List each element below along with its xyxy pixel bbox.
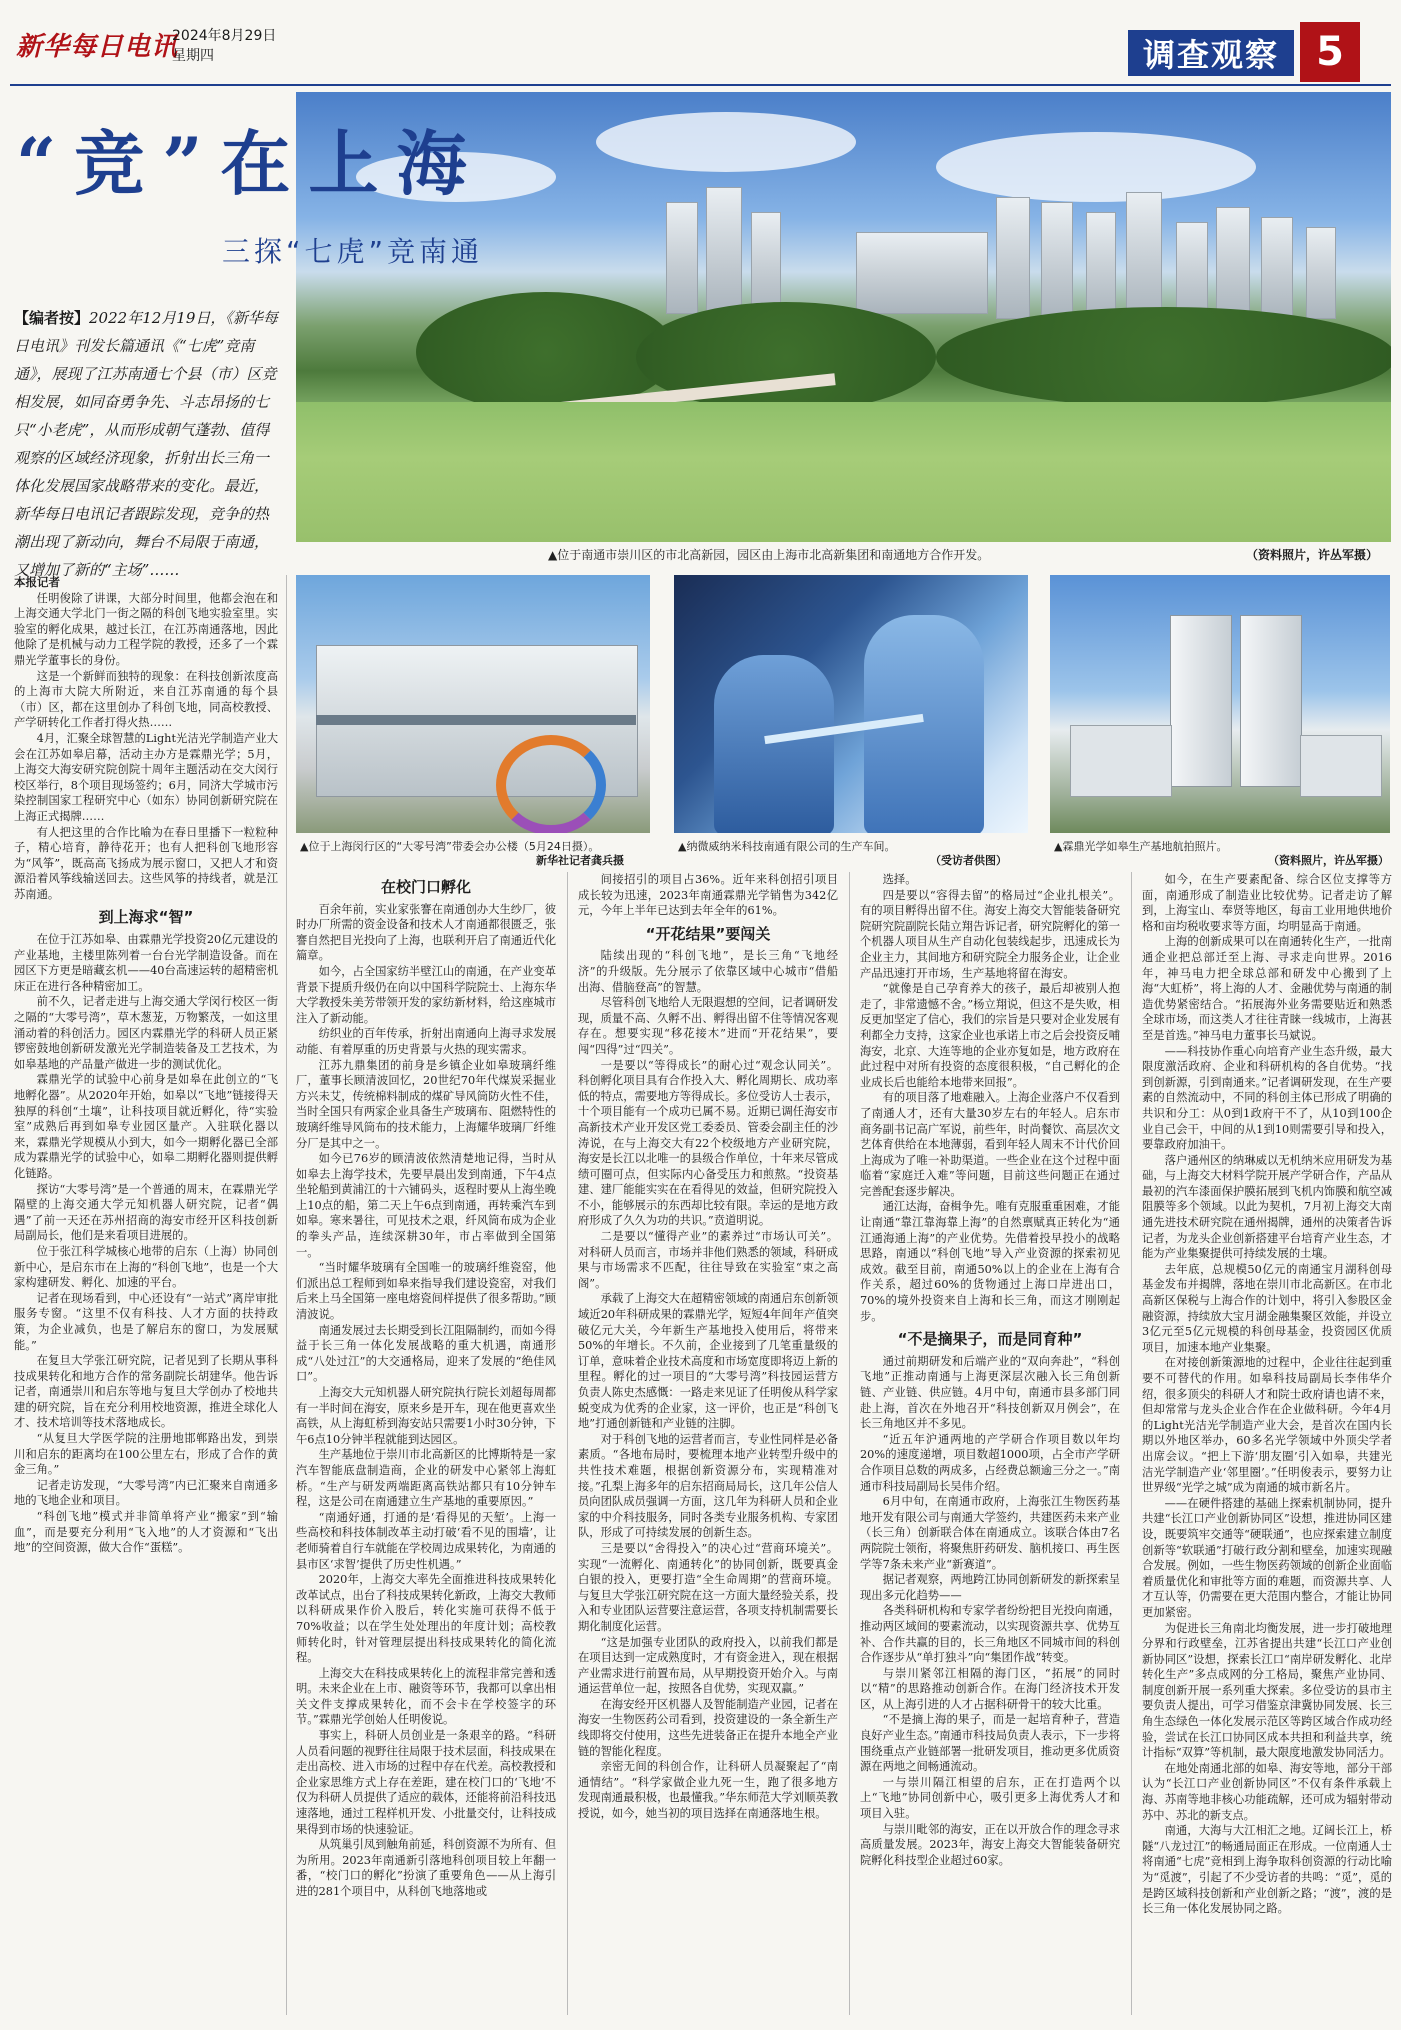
paragraph: 对于科创飞地的运营者而言，专业性同样是必备素质。“各地布局时，要梳理本地产业转型升级中的共性技术难题，根据创新资源分布，实现精准对接。”孔梨上海多年的启东招商局局长，这几年公信人员向团队成员强调一方面，这几年为科研人员和企业家的中介科技服务，同时各类专业服务机构、专家团队，形成了可持续发展的创新生态。 — [578, 1432, 838, 1540]
photo-a-caption: ▲位于上海闵行区的“大零号湾”带委会办公楼（5月24日摄）。 — [300, 840, 600, 853]
weekday-text: 星期四 — [172, 48, 214, 64]
paragraph: 6月中旬，在南通市政府，上海张江生物医药基地开发有限公司与南通大学签约，共建医药未来产业（长三角）创新联合体在南通成立。该联合体由7名两院院士领衔，将聚焦肝药研发、脑机接口、再生医学等7条未来产业“新赛道”。 — [860, 1495, 1120, 1571]
photo-c-caption: ▲霖鼎光学如皋生产基地航拍照片。 — [1054, 840, 1228, 853]
paragraph: 前不久，记者走进与上海交通大学闵行校区一街之隔的“大零号湾”，草木葱茏，万物繁茂，一如这里涌动着的科创活力。园区内霖鼎光学的科研人员正紧锣密鼓地创新研发激光光学制造装备及工艺技术，为如皋基地的产品量产做进一步的测试优化。 — [14, 995, 278, 1071]
paragraph: 落户通州区的纳琳威以无机纳米应用研发为基础，与上海交大材料学院开展产学研合作，产品从最初的汽车漆面保护膜拓展到飞机内饰膜和航空减阻膜等多个领域。以此为契机，7月初上海交大南通先进技术研究院在通州揭牌，通州的决策者告诉记者，为龙头企业创新搭建平台培育产业生态，才能为产业集聚提供可持续发展的土壤。 — [1142, 1153, 1392, 1261]
paragraph: “当时耀华玻璃有全国唯一的玻璃纤维瓷窑，他们派出总工程师到如皋来指导我们建设瓷窑，对我们后来上马全国第一座电熔瓷间样提供了很多帮助。”顾清波说。 — [296, 1261, 556, 1322]
paragraph: 任明俊除了讲课，大部分时间里，他都会泡在和上海交通大学北门一街之隔的科创飞地实验室里。实验室的孵化成果，越过长江，在江苏南通落地，因此他除了是机械与动力工程学院的教授，还多了一个霖鼎光学董事长的身份。 — [14, 591, 278, 667]
paragraph: “近五年沪通两地的产学研合作项目数以年均20%的速度递增，项目数超1000项，占全市产学研合作项目总数的两成多，占经费总额逾三分之一。”南通市科技局副局长吴伟介绍。 — [860, 1432, 1120, 1493]
paragraph: 在对接创新策源地的过程中，企业往往起到重要不可替代的作用。如皋科技局副局长李伟华介绍，很多顶尖的科研人才和院士政府请也请不来，但却常常与龙头企业合作在企业做科研。今年4月的Light光洁光学制造产业大会，是首次在国内长期以外地区举办，60多名光学领域中外顶尖学者出席会议。“把上下游‘朋友圈’引入如皋，共建光洁光学制造产业‘邻里圈’。”任明俊表示，要努力让世界级“光学之城”成为南通的城市新名片。 — [1142, 1356, 1392, 1495]
paragraph: 百余年前，实业家张謇在南通创办大生纱厂，彼时办厂所需的资金设备和技术人才南通都很匮乏，张謇自然把目光投向了上海，也联利开启了南通近代化篇章。 — [296, 902, 556, 963]
paragraph: 上海交大在科技成果转化上的流程非常完善和透明。未来企业在上市、融资等环节，我都可以拿出相关文件支撑成果转化，而不会卡在学校签字的环节。”霖鼎光学创始人任明俊说。 — [296, 1666, 556, 1727]
byline: 本报记者 — [14, 575, 60, 589]
paragraph: 如今，占全国家纺半壁江山的南通，在产业变革背景下提质升级仍在向以中国科学院院士、上海东华大学教授朱美芳带领开发的家纺新材料，给这座城市注入了新动能。 — [296, 964, 556, 1025]
paragraph: 江苏九鼎集团的前身是乡镇企业如皋玻璃纤维厂，董事长顾清波回忆，20世纪70年代煤炭采掘业方兴未艾，传统棉料制成的煤矿导风筒防火性不佳，当时全国只有两家企业具备生产玻璃布、阻燃特性的玻璃纤维导风筒布的技术能力，上海耀华玻璃厂纤维分厂是其中之一。 — [296, 1058, 556, 1150]
column-divider — [849, 872, 850, 2015]
date-text: 2024年8月29日 — [172, 28, 277, 44]
hero-caption: ▲位于南通市崇川区的市北高新园，园区由上海市北高新集团和南通地方合作开发。 — [548, 548, 990, 562]
section-heading: 在校门口孵化 — [380, 878, 471, 896]
paragraph: “就像是自己孕育养大的孩子，最后却被别人抱走了，非常遗憾不舍。”杨立翔说，但这不是失败，相反更加坚定了信心，我们的宗旨是只要对企业发展有利都全力支持，这家企业也承诺上市之后会投资反哺海安，北京、大连等地的企业亦复如是，地方政府在此过程中对所有投资的态度很积极，“自己孵化的企业成长后也能给本地带来回报”。 — [860, 982, 1120, 1089]
paragraph: 位于张江科学城核心地带的启东（上海）协同创新中心，是启东市在上海的“科创飞地”，也是一个大家构建研发、孵化、加速的平台。 — [14, 1244, 278, 1290]
newspaper-logo: 新华每日电讯 — [16, 32, 179, 62]
paragraph: “这是加强专业团队的政府投入，以前我们都是在项目达到一定成熟度时，才有资金进入，现在根据产业需求进行前置布局，从早期投资开始介入。与南通运营单位一起，按照各自优势，实现双赢。” — [578, 1635, 838, 1696]
header-divider — [10, 84, 1391, 86]
paragraph: 一与崇川隔江相望的启东，正在打造两个以上“飞地”协同创新中心，吸引更多上海优秀人才和项目入驻。 — [860, 1775, 1120, 1821]
photo-a-credit: 新华社记者龚兵摄 — [536, 854, 624, 867]
paragraph: 从筑巢引凤到触角前延，科创资源不为所有、但为所用。2023年南通新引落地科创项目较上年翻一番，“校门口的孵化”扮演了重要角色——从上海引进的281个项目中，从科创飞地落地或 — [296, 1838, 556, 1898]
paragraph: 记者在现场看到，中心还设有“一站式”离岸审批服务专窗。“这里不仅有科技、人才方面的扶持政策，为企业减负，也是了解启东的窗口，为发展赋能。” — [14, 1291, 278, 1352]
issue-date — [172, 26, 276, 66]
paragraph: 生产基地位于崇川市北高新区的比博斯特是一家汽车智能底盘制造商，企业的研发中心紧邻上海虹桥。“生产与研发两端距离高铁站都只有10分钟车程，这是公司在南通建立生产基地的重要原因。” — [296, 1448, 556, 1509]
paragraph: 如今，在生产要素配备、综合区位支撑等方面，南通形成了制造业比较优势。记者走访了解到，上海宝山、奉贤等地区，每亩工业用地供地价格和亩均税收要求等方面，均明显高于南通。 — [1142, 873, 1392, 933]
section-label: 调查观察 — [1128, 30, 1294, 76]
article-column-5 — [1142, 872, 1392, 1917]
paragraph: 如今已76岁的顾清波依然清楚地记得，当时从如皋去上海学技术，先要早晨出发到南通，下午4点坐轮船到黄浦江的十六铺码头，返程时要从上海坐晚上10点的船，第二天上午6点到南通，再转乘汽车到如皋。寒来暑往，可见技术之艰，纤风筒布成为企业的拳头产品，连续深耕30年，市占率做到全国第一。 — [296, 1152, 556, 1259]
section-heading: “开花结果”要闯关 — [645, 924, 771, 943]
page-number: 5 — [1300, 22, 1360, 82]
article-column-3 — [578, 872, 838, 1822]
paragraph: 与崇川紧邻江相隔的海门区，“拓展”的同时以“精”的思路推动创新合作。在海门经济技术开发区，从上海引进的人才占据科研骨干的较大比重。 — [860, 1666, 1120, 1711]
paragraph: 纺织业的百年传承，折射出南通向上海寻求发展动能、有着厚重的历史背景与火热的现实需求。 — [296, 1027, 556, 1056]
paragraph: 有人把这里的合作比喻为在春日里播下一粒粒种子，精心培育，静待花开；也有人把科创飞地形容为“风筝”，既高高飞扬成为展示窗口，又把人才和资源沿着风筝线输送回去。这些风筝的持线者，就是江苏南通。 — [14, 825, 278, 901]
paragraph: 在位于江苏如皋、由霖鼎光学投资20亿元建设的产业基地，主楼里陈列着一台台光学制造设备。而在园区下方更是暗藏玄机——40台高速运转的超精密机床正在进行各种精密加工。 — [14, 933, 278, 993]
paragraph: 各类科研机构和专家学者纷纷把目光投向南通，推动两区域间的要素流动，以实现资源共享、优势互补、合作共赢的目的，长三角地区不同城市间的科创合作逐步从“单打独斗”向“集团作战”转变。 — [860, 1604, 1120, 1665]
photo-c-credit: （资料照片，许丛军摄） — [1268, 854, 1389, 867]
paragraph: 一是要以“等得成长”的耐心过“观念认同关”。科创孵化项目具有合作投入大、孵化周期长、成功率低的特点，需要地方等得成长。多位受访人士表示，十个项目能有一个成功已属不易。近期已调任海安市高新技术产业开发区党工委委员、管委会副主任的沙涛说，在与上海交大有22个校级地方产业研究院，海安是长江以北唯一的县级合作单位，十年来尽管成绩可圈可点，但实际内心备受压力和煎熬。“投资基建、建厂能能实实在在看得见的效益，但研究院投入不小，能够展示的东西却比较有限。幸运的是地方政府形成了久久为功的共识。”贲道明说。 — [578, 1058, 838, 1228]
paragraph: “科创飞地”模式并非简单将产业“搬家”到“输血”，而是要充分利用“飞入地”的人才资源和“飞出地”的空间资源，做大合作“蛋糕”。 — [14, 1510, 278, 1555]
paragraph: 在复旦大学张江研究院，记者见到了长期从事科技成果转化和地方合作的常务副院长胡建华。他告诉记者，南通崇川和启东等地与复旦大学创办了校地共建的研究院，旨在充分利用校地资源，推进全球化人才、技术培训等技术落地成长。 — [14, 1354, 278, 1430]
paragraph: 间接招引的项目占36%。近年来科创招引项目成长较为迅速，2023年南通霖鼎光学销售为342亿元，今年上半年已达到去年全年的61%。 — [578, 873, 838, 918]
editor-note-label: 【编者按】 — [14, 309, 90, 327]
photo-b-credit: （受访者供图） — [930, 854, 1007, 867]
column-divider — [1131, 872, 1132, 2015]
paragraph: ——在硬件搭建的基础上探索机制协同，提升共建“长江口产业创新协同区”设想，推进协同区建设，既要筑牢交通等“硬联通”，也应探索建立制度创新等“软联通”打破行政分割和壁垒，加速实现融合发展。例如，一些生物医药领域的创新企业面临着质量优化和审批等方面的难题，而资源共享、人才互认等，仍需要在更大范围内整合，才能让协同更加紧密。 — [1142, 1496, 1392, 1619]
paragraph: 2020年，上海交大率先全面推进科技成果转化改革试点，出台了科技成果转化新政，上海交大教师以科研成果作价入股后，转化实施可获得不低于70%收益；以在学生处处理出的年度计划；高校教师转化时，针对管理层提出科技成果转化的简化流程。 — [296, 1573, 556, 1665]
section-heading: “不是摘果子，而是同育种” — [897, 1330, 1083, 1349]
paragraph: ——科技协作重心向培育产业生态升级，最大限度激活政府、企业和科研机构的各自优势。“找到创新源，引到南通来。”记者调研发现，在生产要素的自然流动中，不同的科创主体已形成了明确的共识和分工：从0到1政府干不了，从10到100企业自己会干，中间的从1到10则需要引导和投入，要靠政府加油干。 — [1142, 1044, 1392, 1152]
paragraph: 亲密无间的科创合作，让科研人员凝聚起了“南通情结”。“科学家做企业九死一生，跑了很多地方发现南通最积极，也最懂我。”华东师范大学刘顺英教授说，如今，她当初的项目选择在南通落地生根。 — [578, 1760, 838, 1821]
paragraph: 陆续出现的“科创飞地”，是长三角“飞地经济”的升级版。先分展示了依靠区域中心城市“借船出海、借脑登高”的智慧。 — [578, 949, 838, 994]
paragraph: 4月，汇聚全球智慧的Light光洁光学制造产业大会在江苏如皋启幕，活动主办方是霖鼎光学；5月，上海交大海安研究院创院十周年主题活动在交大闵行校区举行，8个项目现场签约；6月，同济大学城市污染控制国家工程研究中心（如东）协同创新研究院在上海正式揭牌…… — [14, 731, 278, 823]
paragraph: 南通发展过去长期受到长江阻隔制约，而如今得益于长三角一体化发展战略的重大机遇，南通形成“八处过江”的大交通格局，迎来了发展的“绝佳风口”。 — [296, 1323, 556, 1384]
paragraph: 有的项目落了地难融入。上海企业落户不仅看到了南通人才，还有大量30岁左右的年轻人。启东市商务副书记高广军说，前些年，时尚餐饮、高层次文艺体育供给在本地薄弱，看到年轻人周末不计代价回上海成为了唯一补助渠道。一些企业在这个过程中面临着“家庭迁入难”等问题，目前这些问题正在通过完善配套逐步解决。 — [860, 1091, 1120, 1198]
paragraph: 三是要以“舍得投入”的决心过“营商环境关”。实现“一流孵化、南通转化”的协同创新，既要真金白银的投入，更要打造“全生命周期”的营商环境。与复旦大学张江研究院在这一方面大量经验关系，投入和专业团队运营要注意运营，各项支持机制需要长期化制度化运营。 — [578, 1541, 838, 1633]
editor-note — [14, 304, 282, 584]
paragraph: 与崇川毗邻的海安，正在以开放合作的理念寻求高质量发展。2023年，海安上海交大智能装备研究院孵化科技型企业超过60家。 — [860, 1822, 1120, 1867]
paragraph: 上海交大元知机器人研究院执行院长刘超每周都有一半时间在海安，原来乡是开车，现在他更喜欢坐高铁，从上海虹桥到海安站只需要1小时30分钟，下午6点10分钟半程就能到达园区。 — [296, 1386, 556, 1446]
paragraph: 去年底，总规模50亿元的南通宝月湖科创母基金发布并揭牌，落地在崇川市北高新区。在市北高新区保税与上海合作的计划中，将引入参股区金融资源，持续放大宝月湖金融集聚区效能，并设立3亿元至5亿元规模的科创母基金，投资园区优质项目，加速本地产业集聚。 — [1142, 1262, 1392, 1354]
photo-cleanroom-workers — [674, 575, 1028, 833]
article-column-4 — [860, 872, 1120, 1868]
photo-dalinghaowan-building — [296, 575, 650, 833]
paragraph: 记者走访发现，“大零号湾”内已汇聚来自南通多地的飞地企业和项目。 — [14, 1478, 278, 1508]
article-column-2 — [296, 872, 556, 1900]
article-column-1 — [14, 575, 278, 1556]
paragraph: 在地处南通北部的如皋、海安等地，部分干部认为“长江口产业创新协同区”不仅有条件承载上海、苏南等地非核心功能疏解，还可成为辐射带动苏中、苏北的新支点。 — [1142, 1761, 1392, 1822]
column-divider — [286, 575, 287, 2015]
paragraph: 尽管科创飞地给人无限遐想的空间，记者调研发现，质量不高、久孵不出、孵得出留不住等情况客观存在。想要实现“移花接木”进而“开花结果”，要闯“四得”过“四关”。 — [578, 996, 838, 1056]
paragraph: 为促进长三角南北均衡发展，进一步打破地理分界和行政壁垒，江苏省提出共建“长江口产业创新协同区”设想，探索长江口“南岸研发孵化、北岸转化生产”多点成网的分工格局，聚焦产业协同、制度创新开展一系列重大探索。多位受访的县市主要负责人提出，可学习借鉴京津冀协同发展、长三角生态绿色一体化发展示范区等跨区域合作成功经验，尝试在长江口协同区成本共担和利益共享，统计指标“双算”等机制，最大限度地激发协同活力。 — [1142, 1621, 1392, 1760]
paragraph: 霖鼎光学的试验中心前身是如皋在此创立的“飞地孵化器”。从2020年开始，如皋以“飞地”链接得天独厚的科创“土壤”，让科技项目就近孵化，待“实验室”成熟后再到如皋专业园区量产。入驻联化器以来，霖鼎光学规模从小到大，如今一期孵化器已全部成为霖鼎光学的试验中心，如皋二期孵化器则提供孵化链路。 — [14, 1073, 278, 1180]
paragraph: 选择。 — [882, 873, 917, 886]
paragraph: 上海的创新成果可以在南通转化生产，一批南通企业把总部迁至上海、寻求走向世界。2016年，神马电力把全球总部和研发中心搬到了上海“大虹桥”，将上海的人才、金融优势与南通的制造优势紧密结合。“拓展海外业务需要贴近和熟悉全球市场，而这类人才往往青睐一线城市，上海甚至是首选。”神马电力董事长马斌说。 — [1142, 935, 1392, 1042]
paragraph: 这是一个新鲜而独特的现象：在科技创新浓度高的上海市大院大所附近，来自江苏南通的每个县（市）区，都在这里创办了科创飞地，同高校教授、产学研转化工作者打得火热…… — [14, 669, 278, 730]
article-subtitle: 三探“七虎”竞南通 — [222, 235, 484, 268]
paragraph: 承载了上海交大在超精密领域的南通启东创新领域近20年科研成果的霖鼎光学，短短4年间年产值突破亿元大关，今年新生产基地投入使用后，将带来50%的年增长。不久前，企业接到了几笔重量级的订单，意味着企业技术高度和市场宽度即将迈上新的里程。孵化的过一项目的“大零号湾”科技园运营方负责人陈史杰感慨：一路走来见证了任明俊从科学家蜕变成为优秀的企业家，这一评价，也正是“科创飞地”打通创新链和产业链的注脚。 — [578, 1292, 838, 1431]
paragraph: 二是要以“懂得产业”的素养过“市场认可关”。对科研人员而言，市场并非他们熟悉的领域，科研成果与市场需求不匹配，往往导致在实验室“束之高阁”。 — [578, 1230, 838, 1290]
editor-note-text: 2022年12月19日，《新华每日电讯》刊发长篇通讯《“七虎”竞南通》，展现了江苏南通七个县（市）区竞相发展，如同奋勇争先、斗志昂扬的七只“小老虎”，从而形成朝气蓬勃、值得观察的区域经济现象，折射出长三角一体化发展国家战略带来的变化。最近，新华每日电讯记者跟踪发现，竞争的热潮出现了新动向，舞台不局限于南通，又增加了新的“主场”…… — [14, 309, 278, 579]
paragraph: 通过前期研发和后端产业的“双向奔赴”，“科创飞地”正推动南通与上海更深层次融入长三角创新链、产业链、供应链。4月中旬，南通市县多部门同赴上海，首次在外地召开“科技创新双月例会”，在长三角地区并不多见。 — [860, 1354, 1120, 1431]
paragraph: 探访“大零号湾”是一个普通的周末，在霖鼎光学隔壁的上海交通大学元知机器人研究院，记者“偶遇”了前一天还在苏州招商的海安市经开区科技创新局副局长，他们是来看项目进展的。 — [14, 1182, 278, 1243]
hero-credit: （资料照片，许丛军摄） — [1246, 548, 1379, 562]
paragraph: 事实上，科研人员创业是一条艰辛的路。“科研人员看问题的视野往往局限于技术层面，科技成果在走出高校、进入市场的过程中存在代差。高校教授和企业家思维方式上存在差距，建在校门口的‘飞地’不仅为科研人员提供了适应的载体，还能将前沿科技迅速落地，通过工程样机开发、小批量交付，让科技成果得到市场的快速验证。 — [296, 1729, 556, 1836]
photo-linding-base-aerial — [1050, 575, 1390, 833]
paragraph: “从复旦大学医学院的注册地邯郸路出发，到崇川和启东的距离均在100公里左右，形成了合作的黄金三角。” — [14, 1432, 278, 1477]
article-title: “竞”在上海 — [16, 122, 485, 205]
paragraph: 据记者观察，两地跨江协同创新研发的新探索呈现出多元化趋势—— — [860, 1573, 1120, 1602]
photo-b-caption: ▲纳微威纳米科技南通有限公司的生产车间。 — [678, 840, 896, 853]
paragraph: 南通，大海与大江相汇之地。辽阔长江上，桥隧“八龙过江”的畅通局面正在形成。一位南通人士将南通“七虎”竞相到上海争取科创资源的行动比喻为“觅渡”，引起了不少受访者的共鸣：“觅”，觅的是跨区域科技创新和产业创新之路；“渡”，渡的是长三角一体化发展协同之路。 — [1142, 1824, 1392, 1916]
paragraph: 通江达海，奋楫争先。唯有克服重重困难，才能让南通“靠江靠海靠上海”的自然禀赋真正转化为“通江通海通上海”的产业优势。先借着投早投小的战略思路，南通以“科创飞地”导入产业资源的探索初见成效。截至目前，南通50%以上的企业在上海有合作关系，超过60%的货物通过上海口岸进出口，70%的境外投资来自上海和长三角，而这才刚刚起步。 — [860, 1200, 1120, 1323]
paragraph: “不是摘上海的果子，而是一起培育种子，营造良好产业生态。”南通市科技局负责人表示，下一步将围绕重点产业链部署一批研发项目，推动更多优质资源在两地之间畅通流动。 — [860, 1713, 1120, 1774]
paragraph: 四是要以“容得去留”的格局过“企业扎根关”。有的项目孵得出留不住。海安上海交大智能装备研究院研究院副院长陆立翔告诉记者，研究院孵化的第一个机器人项目从生产自动化包装线起步，迅速成长为企业主力，其间地方和研究院全力服务企业，让企业产品迅速打开市场，生产基地将留在海安。 — [860, 888, 1120, 980]
section-heading: 到上海求“智” — [98, 908, 194, 927]
masthead — [0, 0, 1401, 80]
paragraph: “南通好通，打通的是‘看得见的天堑’。上海一些高校和科技体制改革主动打破‘看不见的围墙’，让老师骑着自行车就能在学校周边成果转化，为南通的县市区‘求智’提供了历史性机遇。” — [296, 1510, 556, 1571]
paragraph: 在海安经开区机器人及智能制造产业园，记者在海安一生物医药公司看到，投资建设的一条全新生产线即将交付使用，这些先进装备正在提升本地全产业链的智能化程度。 — [578, 1697, 838, 1758]
column-divider — [567, 872, 568, 2015]
